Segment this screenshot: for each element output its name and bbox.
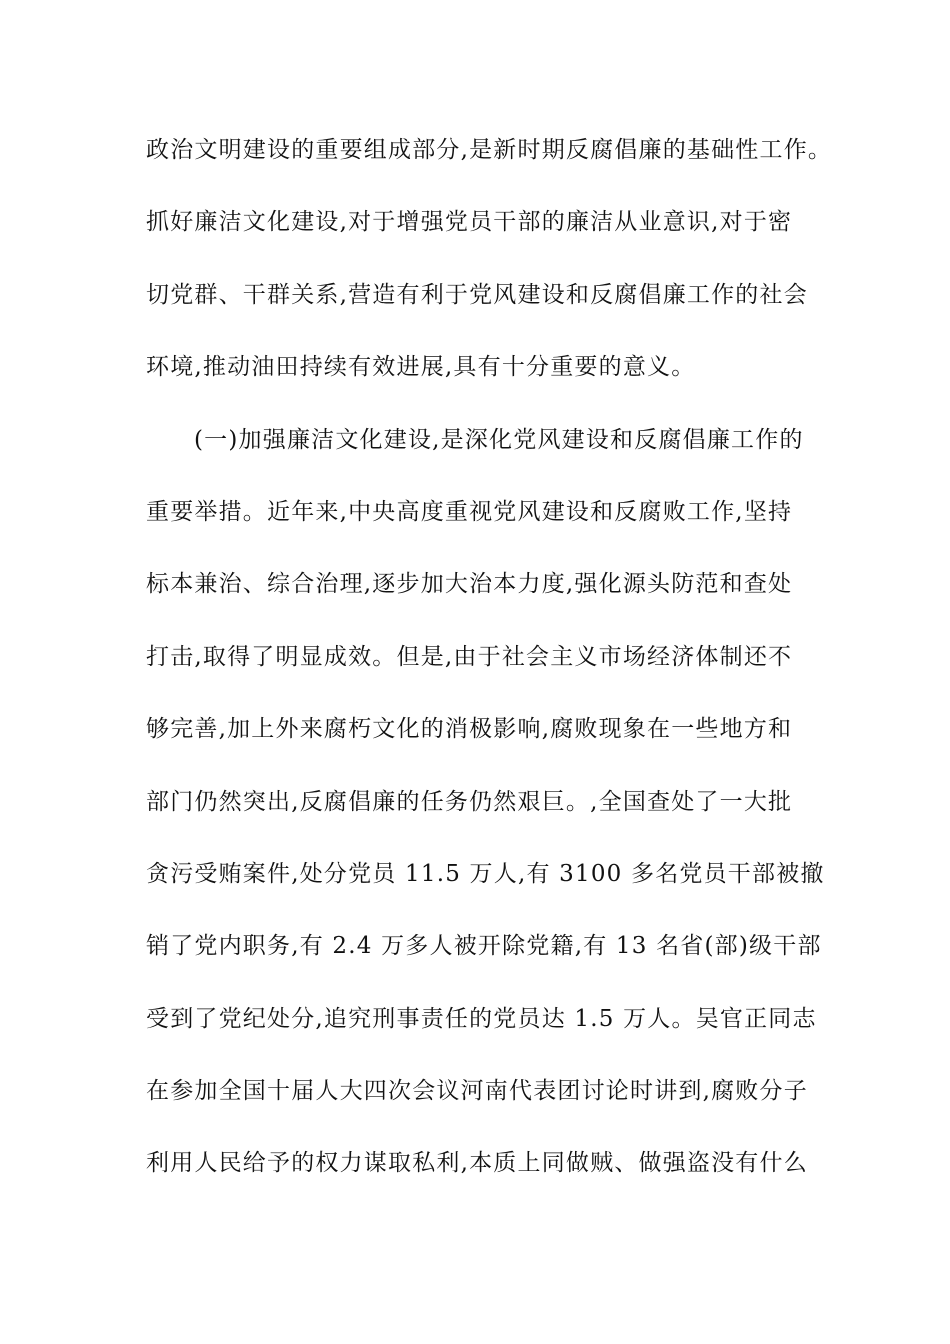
text-line: 打击,取得了明显成效。但是,由于社会主义市场经济体制还不 <box>146 643 793 670</box>
text-line: 政治文明建设的重要组成部分,是新时期反腐倡廉的基础性工作。 <box>146 137 833 163</box>
text-line: 够完善,加上外来腐朽文化的消极影响,腐败现象在一些地方和 <box>146 716 793 743</box>
text-line: 销了党内职务,有 2.4 万多人被开除党籍,有 13 名省(部)级干部 <box>146 933 822 960</box>
text-line: 重要举措。近年来,中央高度重视党风建设和反腐败工作,坚持 <box>146 498 793 525</box>
body-text <box>146 130 833 1216</box>
text-line: 部门仍然突出,反腐倡廉的任务仍然艰巨。,全国查处了一大批 <box>146 788 793 815</box>
text-line: 利用人民给予的权力谋取私利,本质上同做贼、做强盗没有什么 <box>146 1150 808 1177</box>
text-line: 抓好廉洁文化建设,对于增强党员干部的廉洁从业意识,对于密 <box>146 209 793 236</box>
text-line: 标本兼治、综合治理,逐步加大治本力度,强化源头防范和查处 <box>146 571 793 598</box>
text-line: 环境,推动油田持续有效进展,具有十分重要的意义。 <box>146 354 696 381</box>
text-line: 受到了党纪处分,追究刑事责任的党员达 1.5 万人。吴官正同志 <box>146 1005 817 1032</box>
text-line: (一)加强廉洁文化建设,是深化党风建设和反腐倡廉工作的 <box>194 426 804 453</box>
text-line: 在参加全国十届人大四次会议河南代表团讨论时讲到,腐败分子 <box>146 1078 808 1105</box>
text-line: 切党群、干群关系,营造有利于党风建设和反腐倡廉工作的社会 <box>146 281 808 308</box>
text-line: 贪污受贿案件,处分党员 11.5 万人,有 3100 多名党员干部被撤 <box>146 860 825 887</box>
